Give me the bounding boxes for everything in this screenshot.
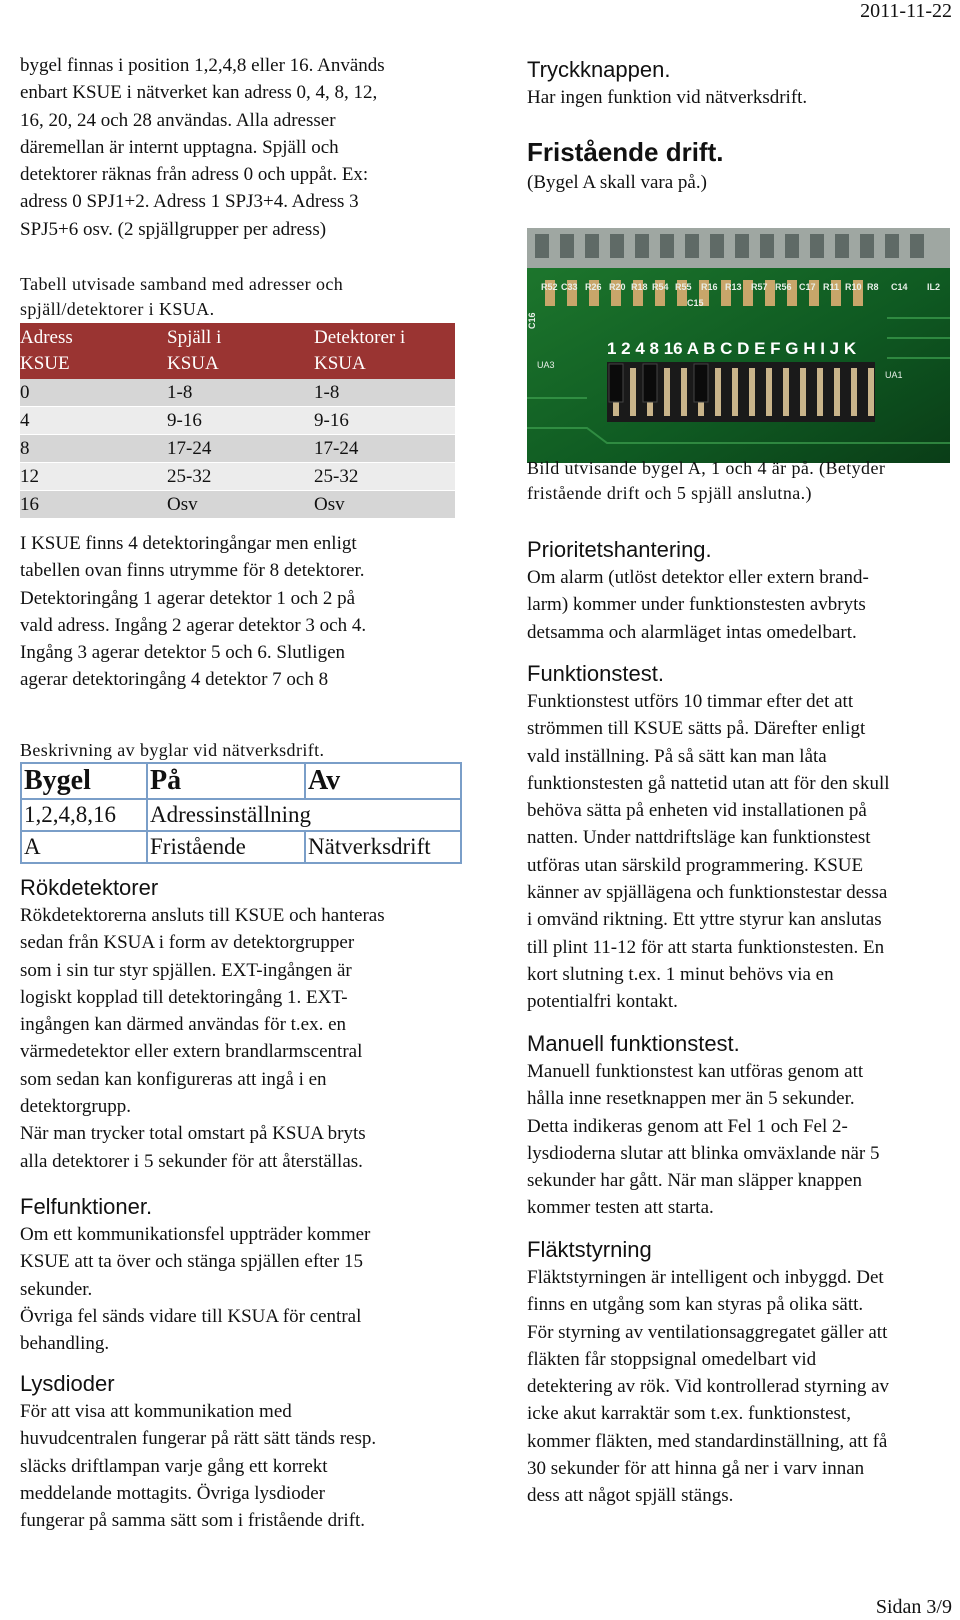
table-cell: Fristående	[147, 831, 305, 863]
board-label: R10	[845, 282, 862, 292]
text-line: När man trycker total omstart på KSUA bryts	[20, 1123, 366, 1145]
text-line: För att visa att kommunikation med	[20, 1401, 292, 1422]
text-line: vald inställning. På så sätt kan man låta	[527, 745, 827, 767]
text-line: icke akut karraktär som t.ex. funktionstest,	[527, 1403, 851, 1425]
text-line: sekunder har gått. När man släpper knappen	[527, 1170, 863, 1192]
text-line: adress 0 SPJ1+2. Adress 1 SPJ3+4. Adress 3	[20, 191, 359, 213]
section-heading: Prioritetshantering.	[527, 537, 712, 562]
board-label: C17	[799, 282, 816, 292]
text-line: detsamma och alarmläget intas omedelbart.	[527, 621, 857, 643]
table-cell: 1,2,4,8,16	[21, 799, 147, 831]
text-line: behöva sätta på enheten vid installationen på	[527, 800, 867, 822]
text-line: detektering av rök. Vid kontrollerad styrning av	[527, 1376, 890, 1398]
text-line: SPJ5+6 osv. (2 spjällgrupper per adress)	[20, 218, 327, 240]
text-line: agerar detektoringång 4 detektor 7 och 8	[20, 669, 329, 691]
header-spjall: Spjäll i KSUA	[167, 323, 314, 379]
text-line: larm) kommer under funktionstesten avbryts	[527, 594, 866, 616]
text-line: värmedetektor eller extern brandlarmscentral	[20, 1041, 363, 1063]
text-line: till plint 11-12 för att starta funktionstesten. En	[527, 936, 885, 958]
intro-paragraph	[20, 52, 385, 243]
text-line: detektorgrupp.	[20, 1096, 131, 1118]
text-line: i omvänd riktning. Ett yttre styrur kan anslutas	[527, 909, 882, 931]
text-line: KSUE att ta över och stänga spjällen efter 15	[20, 1251, 363, 1273]
board-label: R52	[541, 282, 558, 292]
text-line: natten. Under nattdriftsläge kan funktionstest	[527, 827, 871, 849]
section-heading: Fläktstyrning	[527, 1237, 652, 1262]
board-label: R13	[725, 282, 742, 292]
text-line: Funktionstest utförs 10 timmar efter det att	[527, 691, 854, 712]
tryck-section	[527, 56, 807, 111]
board-label: R20	[609, 282, 626, 292]
text-line: som sedan kan konfigureras att ingå i en	[20, 1068, 327, 1090]
text-line: alla detektorer i 5 sekunder för att återställas.	[20, 1150, 363, 1172]
frist-section	[527, 135, 723, 196]
text-line: enbart KSUE i nätverket kan adress 0, 4, 8, 12,	[20, 82, 378, 104]
table-row	[21, 799, 461, 831]
board-label: R55	[675, 282, 692, 292]
section-heading: Lysdioder	[20, 1371, 115, 1396]
table-cell: Nätverksdrift	[305, 831, 461, 863]
board-label: R57	[751, 282, 768, 292]
board-label: R8	[867, 282, 879, 292]
text-line: Ingång 3 agerar detektor 5 och 6. Slutligen	[20, 642, 346, 664]
board-label: UA3	[537, 360, 555, 370]
text-line: Har ingen funktion vid nätverksdrift.	[527, 87, 808, 108]
board-label: R16	[701, 282, 718, 292]
text-line: detektorer räknas från adress 0 och uppåt. Ex:	[20, 164, 369, 186]
table-row: 8 17-24 17-24	[20, 435, 455, 463]
flakt-section	[527, 1236, 889, 1510]
text-line: bygel finnas i position 1,2,4,8 eller 16. Används	[20, 55, 385, 76]
text-line: Detta indikeras genom att Fel 1 och Fel 2-	[527, 1115, 848, 1137]
caption-line: Tabell utvisade samband med adresser och	[20, 274, 344, 294]
text-line: sedan från KSUA i form av detektorgrupper	[20, 932, 355, 954]
text-line: Övriga fel sänds vidare till KSUA för central	[20, 1305, 362, 1327]
board-label: R18	[631, 282, 648, 292]
board-label: R56	[775, 282, 792, 292]
text-line: behandling.	[20, 1333, 110, 1355]
text-line: funktionstesten gå nattetid utan att för den skull	[527, 772, 890, 794]
text-line: meddelande mottagits. Övriga lysdioder	[20, 1482, 325, 1504]
table-row: 12 25-32 25-32	[20, 463, 455, 491]
text-line: kommer testen att starta.	[527, 1197, 714, 1219]
table1-caption	[20, 272, 343, 322]
board-label: IL2	[927, 282, 941, 292]
text-line: Om alarm (utlöst detektor eller extern brand-	[527, 567, 869, 588]
text-line: finns en utgång som kan styras på olika sätt.	[527, 1294, 864, 1316]
text-line: vald adress. Ingång 2 agerar detektor 3 och 4.	[20, 614, 367, 636]
board-label: R26	[585, 282, 602, 292]
board-label: C33	[561, 282, 578, 292]
board-label: C14	[891, 282, 908, 292]
header-address: Adress KSUE	[20, 323, 167, 379]
text-line: För styrning av ventilationsaggregatet gäller att	[527, 1321, 888, 1343]
caption-line: Bild utvisande bygel A, 1 och 4 är på. (Betyder	[527, 458, 886, 478]
text-line: utföras utan särskild programmering. KSUE	[527, 854, 864, 876]
section-heading: Felfunktioner.	[20, 1194, 153, 1219]
table-header-row	[20, 323, 455, 379]
text-line: känner av spjällägena och funktionstestar dessa	[527, 882, 888, 904]
table-header-row	[21, 763, 461, 799]
section-heading: Manuell funktionstest.	[527, 1031, 740, 1056]
text-line: kort slutning t.ex. 1 minut behövs via en	[527, 963, 834, 985]
text-line: tabellen ovan finns utrymme för 8 detektorer.	[20, 560, 365, 582]
text-line: hålla inne resetknappen mer än 5 sekunder.	[527, 1088, 855, 1110]
lys-section	[20, 1370, 376, 1534]
text-line: 16, 20, 24 och 28 användas. Alla adresser	[20, 109, 336, 131]
text-line: lysdioderna slutar att blinka omväxlande när 5	[527, 1142, 880, 1164]
board-label: C16	[527, 312, 537, 329]
header-av: Av	[305, 763, 461, 799]
text-line: huvudcentralen fungerar på rätt sätt tänds resp.	[20, 1428, 377, 1450]
text-line: Om ett kommunikationsfel uppträder kommer	[20, 1224, 371, 1245]
text-line: Rökdetektorerna ansluts till KSUE och hanteras	[20, 905, 385, 926]
address-table	[20, 323, 455, 519]
table-row: 0 1-8 1-8	[20, 379, 455, 407]
table-cell: Adressinställning	[147, 799, 461, 831]
text-line: fungerar på samma sätt som i fristående drift.	[20, 1510, 366, 1532]
text-line: som i sin tur styr spjällen. EXT-ingången är	[20, 959, 352, 981]
table-row: 4 9-16 9-16	[20, 407, 455, 435]
board-label: R54	[652, 282, 669, 292]
text-line: fläkten får stoppsignal omedelbart vid	[527, 1348, 817, 1370]
page-date: 2011-11-22	[860, 0, 952, 22]
circuit-board-photo	[527, 228, 950, 463]
text-line: Fläktstyrningen är intelligent och inbyggd. Det	[527, 1267, 884, 1288]
text-line: kommer fläkten, med standardinställning, att få	[527, 1430, 888, 1452]
table2-caption: Beskrivning av byglar vid nätverksdrift.	[20, 740, 325, 760]
fel-section	[20, 1193, 370, 1357]
section-heading: Rökdetektorer	[20, 875, 159, 900]
rok-section	[20, 874, 385, 1175]
text-line: däremellan är internt upptagna. Spjäll och	[20, 136, 339, 158]
text-line: logiskt kopplad till detektoringång 1. EXT-	[20, 986, 348, 1008]
jumper-table	[20, 762, 462, 864]
text-line: 30 sekunder för att hinna gå ner i varv innan	[527, 1458, 865, 1480]
jumper-labels: 1 2 4 8 16 A B C D E F G H I J K	[607, 339, 857, 358]
text-line: I KSUE finns 4 detektoringångar men enligt	[20, 533, 357, 554]
text-line: Detektoringång 1 agerar detektor 1 och 2 på	[20, 587, 356, 609]
text-line: potentialfri kontakt.	[527, 991, 678, 1013]
table-row: 16 Osv Osv	[20, 491, 455, 519]
text-line: (Bygel A skall vara på.)	[527, 172, 707, 193]
section-heading: Tryckknappen.	[527, 57, 671, 82]
circuit-board-image	[527, 228, 950, 463]
funk-section	[527, 660, 890, 1016]
caption-line: spjäll/detektorer i KSUA.	[20, 299, 215, 319]
man-section	[527, 1030, 879, 1222]
section-heading: Funktionstest.	[527, 661, 664, 686]
board-label: C15	[687, 298, 704, 308]
text-line: dess att något spjäll stängs.	[527, 1485, 734, 1507]
page-number: Sidan 3/9	[875, 1596, 952, 1618]
text-line: ingången kan därmed användas för t.ex. en	[20, 1014, 347, 1036]
header-bygel: Bygel	[21, 763, 147, 799]
header-pa: På	[147, 763, 305, 799]
ksue-paragraph	[20, 530, 366, 694]
table-cell: A	[21, 831, 147, 863]
text-line: sekunder.	[20, 1278, 93, 1300]
board-label: R11	[823, 282, 840, 292]
prio-section	[527, 536, 869, 646]
text-line: släcks driftlampan varje gång ett korrekt	[20, 1455, 328, 1477]
text-line: Manuell funktionstest kan utföras genom att	[527, 1061, 864, 1082]
section-heading: Fristående drift.	[527, 137, 724, 167]
table-row	[21, 831, 461, 863]
caption-line: fristående drift och 5 spjäll anslutna.)	[527, 483, 812, 503]
board-label: UA1	[885, 370, 903, 380]
text-line: strömmen till KSUE sätts på. Därefter enligt	[527, 718, 866, 740]
header-detektorer: Detektorer i KSUA	[314, 323, 455, 379]
photo-caption	[527, 456, 885, 506]
